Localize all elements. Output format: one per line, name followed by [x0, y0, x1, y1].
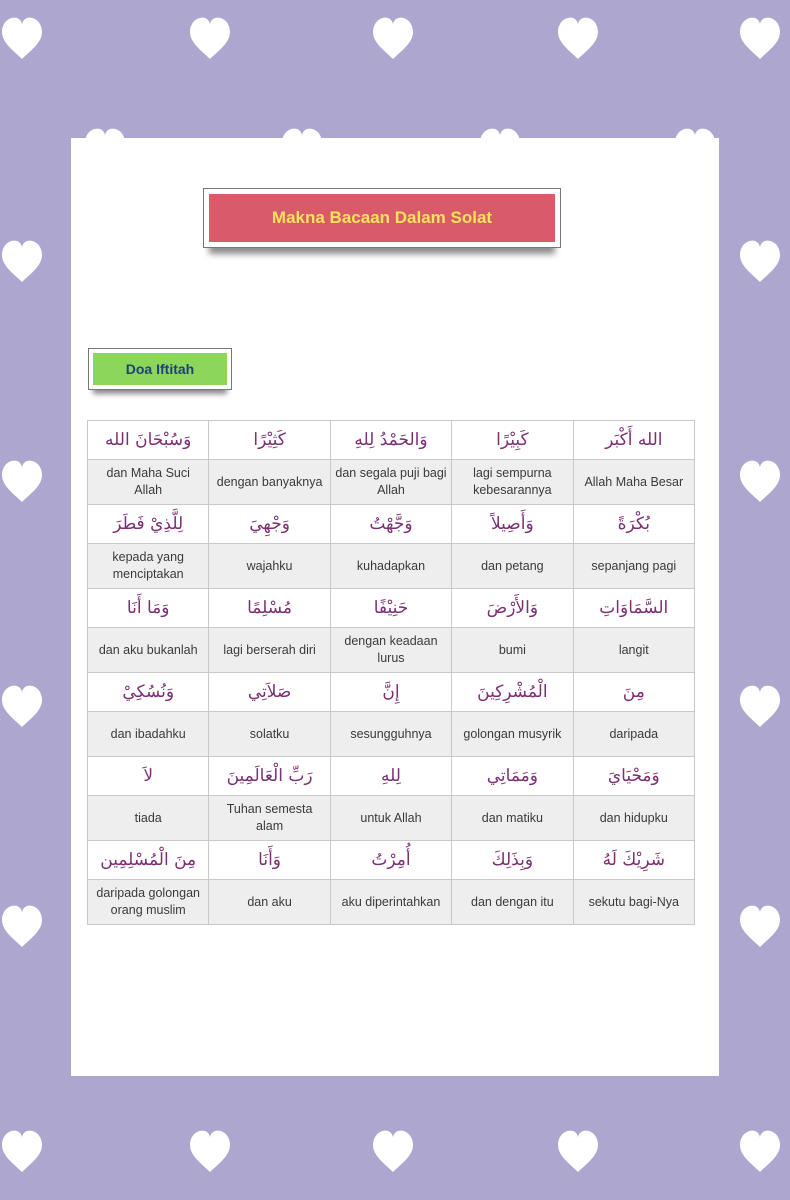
meaning-row	[88, 628, 695, 673]
arabic-cell: الْمُشْرِكِينَ	[452, 673, 573, 712]
arabic-cell: مِنَ	[573, 673, 694, 712]
meaning-cell: lagi sempurna kebesarannya	[452, 460, 573, 505]
meaning-row	[88, 544, 695, 589]
meaning-cell: golongan musyrik	[452, 712, 573, 757]
meaning-cell: Allah Maha Besar	[573, 460, 694, 505]
arabic-cell: مِنَ الْمُسْلِمِين	[88, 841, 209, 880]
section-title: Doa Iftitah	[93, 353, 227, 385]
meaning-cell: dan petang	[452, 544, 573, 589]
arabic-row	[88, 589, 695, 628]
meaning-cell: dan Maha Suci Allah	[88, 460, 209, 505]
meaning-cell: aku diperintahkan	[330, 880, 451, 925]
arabic-cell: وَجَّهْتُ	[330, 505, 451, 544]
heart-icon	[2, 1131, 42, 1172]
meaning-cell: dan matiku	[452, 796, 573, 841]
heart-icon	[740, 241, 780, 282]
heart-icon	[373, 1131, 413, 1172]
title-banner	[203, 188, 561, 248]
arabic-cell: الله أَكْبَر	[573, 421, 694, 460]
heart-icon	[2, 461, 42, 502]
arabic-cell: وَالحَمْدُ لِلهِ	[330, 421, 451, 460]
arabic-cell: لِلهِ	[330, 757, 451, 796]
heart-icon	[2, 906, 42, 947]
meaning-cell: lagi berserah diri	[209, 628, 330, 673]
meaning-cell: langit	[573, 628, 694, 673]
heart-icon	[740, 18, 780, 59]
arabic-cell: وَسُبْحَانَ الله	[88, 421, 209, 460]
arabic-cell: السَّمَاوَاتِ	[573, 589, 694, 628]
arabic-cell: صَلاَتِي	[209, 673, 330, 712]
meaning-cell: tiada	[88, 796, 209, 841]
meaning-cell: dan hidupku	[573, 796, 694, 841]
meaning-cell: dan aku bukanlah	[88, 628, 209, 673]
meaning-cell: daripada golongan orang muslim	[88, 880, 209, 925]
heart-icon	[740, 1131, 780, 1172]
arabic-row	[88, 421, 695, 460]
heart-icon	[190, 18, 230, 59]
arabic-row	[88, 505, 695, 544]
heart-icon	[373, 18, 413, 59]
arabic-cell: كَبِيْرًا	[452, 421, 573, 460]
heart-icon	[558, 18, 598, 59]
meaning-row	[88, 796, 695, 841]
arabic-cell: إِنَّ	[330, 673, 451, 712]
meaning-cell: solatku	[209, 712, 330, 757]
heart-icon	[2, 686, 42, 727]
meaning-cell: dengan keadaan lurus	[330, 628, 451, 673]
heart-icon	[740, 906, 780, 947]
arabic-cell: وَنُسُكِيْ	[88, 673, 209, 712]
arabic-cell: أُمِرْتُ	[330, 841, 451, 880]
arabic-cell: حَنِيْفًا	[330, 589, 451, 628]
meaning-cell: Tuhan semesta alam	[209, 796, 330, 841]
meaning-cell: kuhadapkan	[330, 544, 451, 589]
arabic-cell: وَالأَرْضَ	[452, 589, 573, 628]
heart-icon	[2, 18, 42, 59]
meaning-row	[88, 460, 695, 505]
meaning-cell: dan aku	[209, 880, 330, 925]
arabic-cell: لِلَّذِيْ فَطَرَ	[88, 505, 209, 544]
meaning-cell: dan segala puji bagi Allah	[330, 460, 451, 505]
heart-icon	[190, 1131, 230, 1172]
arabic-cell: وَأَنَا	[209, 841, 330, 880]
meaning-cell: sesungguhnya	[330, 712, 451, 757]
heart-icon	[2, 241, 42, 282]
meaning-cell: untuk Allah	[330, 796, 451, 841]
meaning-cell: kepada yang menciptakan	[88, 544, 209, 589]
arabic-cell: وَمَحْيَايَ	[573, 757, 694, 796]
arabic-cell: شَرِيْكَ لَهُ	[573, 841, 694, 880]
arabic-cell: مُسْلِمًا	[209, 589, 330, 628]
page-title: Makna Bacaan Dalam Solat	[209, 194, 555, 242]
meaning-cell: dan dengan itu	[452, 880, 573, 925]
arabic-cell: وَمَا أَنَا	[88, 589, 209, 628]
meaning-row	[88, 880, 695, 925]
section-label	[88, 348, 232, 390]
meaning-cell: sepanjang pagi	[573, 544, 694, 589]
arabic-cell: وَجْهِيَ	[209, 505, 330, 544]
meaning-cell: daripada	[573, 712, 694, 757]
doa-iftitah-table	[87, 420, 695, 925]
arabic-row	[88, 757, 695, 796]
heart-icon	[740, 686, 780, 727]
heart-icon	[740, 461, 780, 502]
arabic-cell: لاَ	[88, 757, 209, 796]
meaning-cell: bumi	[452, 628, 573, 673]
content-sheet	[71, 138, 719, 1076]
arabic-cell: وَبِذَلِكَ	[452, 841, 573, 880]
meaning-cell: sekutu bagi-Nya	[573, 880, 694, 925]
arabic-row	[88, 673, 695, 712]
arabic-cell: رَبِّ الْعَالَمِينَ	[209, 757, 330, 796]
meaning-cell: dengan banyaknya	[209, 460, 330, 505]
arabic-cell: كَثِيْرًا	[209, 421, 330, 460]
arabic-row	[88, 841, 695, 880]
arabic-cell: وَمَمَاتِي	[452, 757, 573, 796]
meaning-cell: dan ibadahku	[88, 712, 209, 757]
meaning-row	[88, 712, 695, 757]
arabic-cell: بُكْرَةً	[573, 505, 694, 544]
meaning-cell: wajahku	[209, 544, 330, 589]
heart-icon	[558, 1131, 598, 1172]
arabic-cell: وَأَصِيلاً	[452, 505, 573, 544]
